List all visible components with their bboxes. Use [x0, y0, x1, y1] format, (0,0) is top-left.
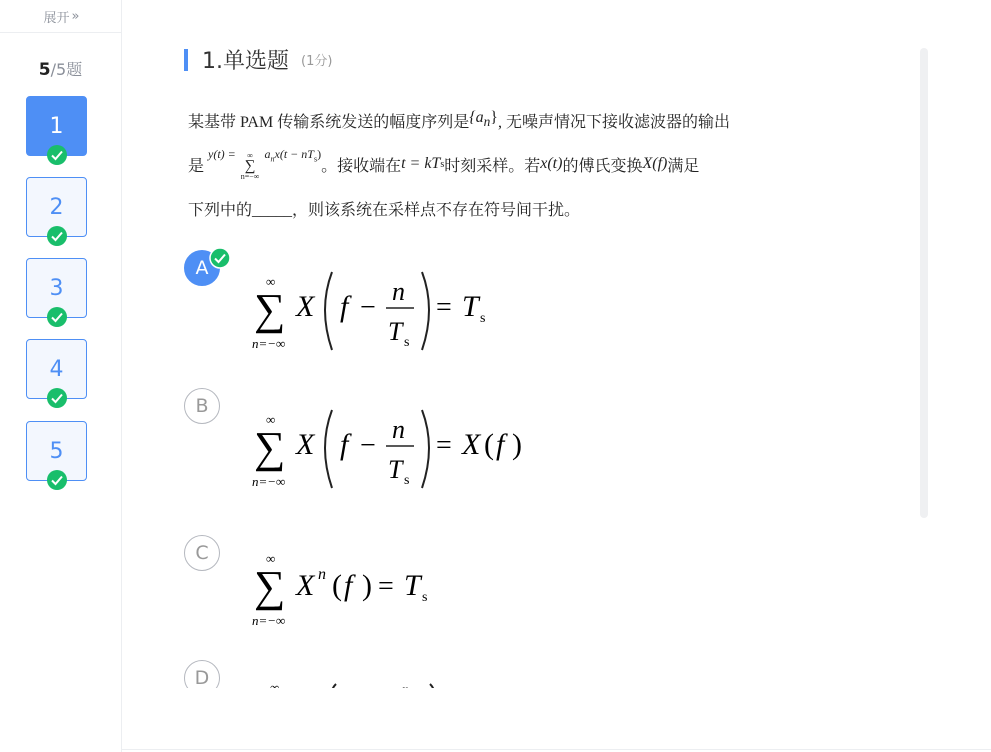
- svg-text:=: =: [436, 430, 452, 461]
- svg-text:f: f: [340, 290, 349, 323]
- stem-text: 下列中的_____，则该系统在采样点不存在符号间干扰。: [188, 201, 581, 219]
- expand-label: 展开: [43, 10, 70, 26]
- check-circle-icon: [47, 145, 67, 165]
- check-circle-icon: [47, 388, 67, 408]
- stem-text: 。接收端在: [321, 157, 402, 175]
- title-accent-bar: [184, 49, 188, 71]
- svg-text:∑: ∑: [254, 423, 286, 472]
- question-nav-label: 5: [49, 438, 64, 464]
- double-chevron-right-icon: »: [71, 8, 78, 24]
- stem-math: $\{a_n\}$: [469, 109, 498, 130]
- question-nav-3[interactable]: [26, 258, 87, 318]
- svg-text:∞: ∞: [266, 274, 276, 289]
- option-c[interactable]: [184, 535, 504, 635]
- stem-text: , 无噪声情况下接收滤波器的输出: [497, 113, 730, 131]
- svg-text:): ): [362, 569, 372, 602]
- svg-text:∑: ∑: [254, 285, 286, 334]
- svg-text:n=−∞: n=−∞: [252, 474, 286, 489]
- question-sidebar: [0, 0, 122, 752]
- svg-text:−: −: [360, 430, 376, 461]
- option-letter: B: [195, 395, 209, 417]
- expand-toggle[interactable]: [0, 0, 121, 33]
- svg-text:n=−∞: n=−∞: [252, 336, 286, 351]
- question-nav-5[interactable]: [26, 421, 87, 481]
- check-circle-icon: [209, 247, 231, 269]
- svg-text:n=−∞: n=−∞: [252, 613, 286, 628]
- svg-text:): ): [512, 428, 522, 461]
- question-nav-1[interactable]: [26, 96, 87, 156]
- check-circle-icon: [47, 226, 67, 246]
- option-letter: C: [195, 542, 209, 564]
- svg-text:−: −: [360, 292, 376, 323]
- formula-d: [248, 674, 504, 694]
- option-bubble[interactable]: [184, 535, 220, 571]
- stem-math: x(t): [540, 155, 563, 172]
- svg-text:f: f: [344, 569, 353, 602]
- option-bubble[interactable]: [184, 660, 220, 688]
- svg-text:X: X: [462, 428, 481, 461]
- stem-math: t = kT: [401, 155, 441, 172]
- option-a[interactable]: [184, 250, 584, 360]
- svg-text:s: s: [404, 335, 410, 350]
- question-title: 1.单选题: [202, 49, 289, 74]
- formula-a: [248, 264, 508, 360]
- question-score: (1分): [301, 54, 333, 69]
- svg-text:∞: ∞: [266, 551, 276, 566]
- svg-text:s: s: [404, 473, 410, 488]
- question-panel: [122, 0, 991, 752]
- stem-text: 是: [188, 157, 205, 175]
- svg-text:∞: ∞: [266, 412, 276, 427]
- svg-text:T: T: [388, 317, 403, 346]
- svg-text:s: s: [422, 590, 428, 605]
- check-circle-icon: [47, 307, 67, 327]
- formula-c: [248, 545, 468, 631]
- svg-text:∑: ∑: [254, 562, 286, 611]
- svg-text:T: T: [388, 455, 403, 484]
- svg-text:X: X: [296, 428, 315, 461]
- option-letter: A: [195, 257, 209, 279]
- counter-current: 5: [38, 60, 51, 80]
- svg-text:f: f: [340, 428, 349, 461]
- svg-text:(: (: [332, 569, 342, 602]
- stem-line-1: [188, 98, 788, 142]
- stem-text: 满足: [667, 157, 700, 175]
- svg-text:=: =: [378, 571, 394, 602]
- svg-text:T: T: [462, 290, 479, 323]
- question-header: [184, 44, 332, 75]
- stem-text: 某基带 PAM 传输系统发送的幅度序列是: [188, 113, 470, 131]
- question-nav-4[interactable]: [26, 339, 87, 399]
- question-nav-2[interactable]: [26, 177, 87, 237]
- svg-text:n: n: [402, 683, 409, 694]
- svg-text:X: X: [296, 569, 315, 602]
- stem-line-2: 是 y(t) = ∞ ∑ n=−∞ $a_nx(t - nT_s)$ 。接收端在 t = kT s 时刻采样。若 x(t) 的傅氏变换 X(f) 满足: [188, 147, 700, 181]
- svg-text:n: n: [318, 566, 326, 583]
- question-stem: [188, 98, 788, 230]
- option-d[interactable]: [184, 660, 504, 694]
- svg-text:T: T: [404, 569, 421, 602]
- question-nav-label: 3: [49, 275, 64, 301]
- stem-formula: y(t) = ∞ ∑ n=−∞ $a_nx(t - nT_s)$: [208, 147, 322, 181]
- svg-text:X: X: [296, 290, 315, 323]
- svg-text:∞: ∞: [270, 680, 280, 694]
- check-circle-icon: [47, 470, 67, 490]
- option-b[interactable]: [184, 388, 604, 498]
- question-nav-label: 2: [49, 194, 64, 220]
- question-counter: [0, 57, 121, 80]
- option-bubble[interactable]: [184, 250, 220, 286]
- formula-b: [248, 402, 548, 498]
- question-nav-label: 1: [49, 113, 64, 139]
- stem-text: 的傅氏变换: [562, 157, 643, 175]
- svg-text:(: (: [484, 428, 494, 461]
- scrollbar[interactable]: [920, 48, 928, 518]
- counter-total: /5题: [50, 60, 83, 79]
- svg-text:=: =: [436, 292, 452, 323]
- svg-text:f: f: [496, 428, 505, 461]
- option-letter: D: [194, 667, 210, 688]
- option-bubble[interactable]: [184, 388, 220, 424]
- question-nav-label: 4: [49, 356, 64, 382]
- svg-text:s: s: [480, 311, 486, 326]
- stem-text: 时刻采样。若: [444, 157, 541, 175]
- bottom-divider: [122, 749, 991, 750]
- stem-line-3: [188, 186, 788, 230]
- stem-math: X(f): [642, 155, 668, 172]
- svg-text:n: n: [392, 277, 405, 306]
- svg-text:n: n: [392, 415, 405, 444]
